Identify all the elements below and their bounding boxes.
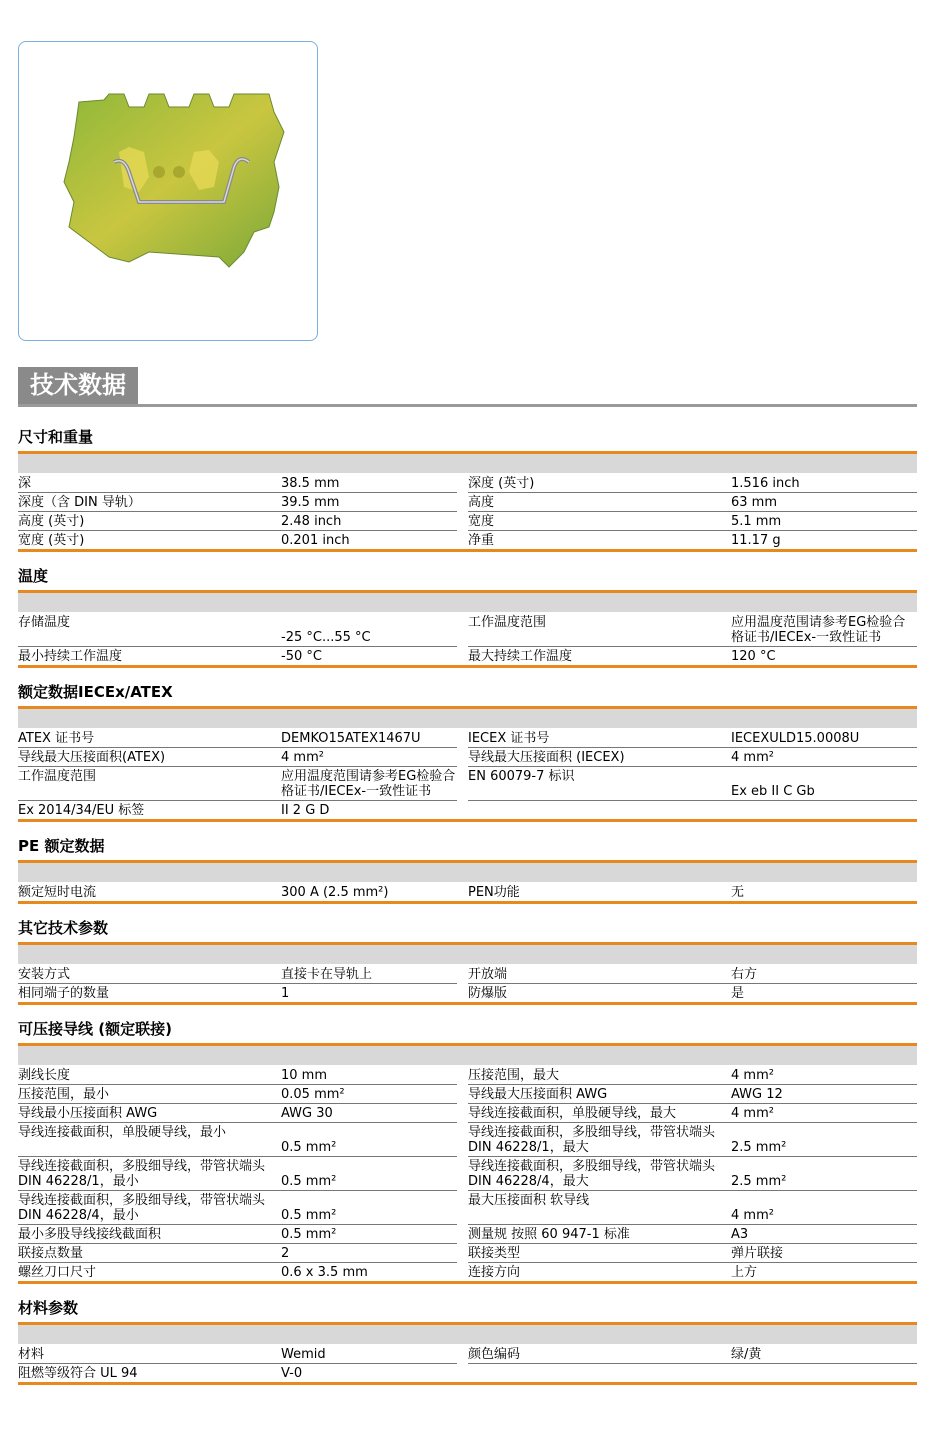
spec-label: 最小多股导线接线截面积 xyxy=(18,1227,162,1242)
spec-rows xyxy=(18,1066,917,1284)
spec-label: 深度 (英寸) xyxy=(468,476,535,491)
spec-pair xyxy=(18,801,457,819)
spec-label: 导线最大压接面积 (IECEX) xyxy=(468,750,625,765)
spec-value: 2 xyxy=(281,1246,290,1261)
spec-pair xyxy=(18,1345,457,1364)
section-band xyxy=(18,942,917,964)
spec-value: 0.5 mm² xyxy=(281,1174,337,1189)
spec-row xyxy=(18,512,917,531)
spec-pair xyxy=(468,1066,917,1085)
section-band xyxy=(18,451,917,473)
spec-row xyxy=(18,531,917,549)
spec-rows xyxy=(18,729,917,822)
spec-row xyxy=(18,883,917,901)
section-band xyxy=(18,860,917,882)
spec-value: 右方 xyxy=(731,967,758,982)
spec-label: PEN功能 xyxy=(468,885,520,900)
spec-pair xyxy=(18,1157,457,1191)
spec-row xyxy=(18,1123,917,1157)
section-title: 可压接导线 (额定联接) xyxy=(18,1020,172,1038)
spec-pair xyxy=(18,512,457,531)
spec-label: 联接点数量 xyxy=(18,1246,84,1261)
page-title: 技术数据 xyxy=(18,367,138,404)
spec-value: 4 mm² xyxy=(731,1068,774,1083)
spec-label: 深度（含 DIN 导轨） xyxy=(18,495,141,510)
spec-section xyxy=(18,836,917,904)
spec-label: 颜色编码 xyxy=(468,1347,521,1362)
spec-label: 导线最小压接面积 AWG xyxy=(18,1106,158,1121)
spec-label: 导线连接截面积，单股硬导线，最小 xyxy=(18,1125,227,1140)
spec-pair xyxy=(18,965,457,984)
spec-label: IECEX 证书号 xyxy=(468,731,550,746)
spec-rows xyxy=(18,965,917,1005)
spec-label: 联接类型 xyxy=(468,1246,521,1261)
spec-value: 4 mm² xyxy=(731,750,774,765)
spec-value: AWG 30 xyxy=(281,1106,333,1121)
spec-pair xyxy=(468,1364,917,1382)
spec-pair xyxy=(18,729,457,748)
spec-row xyxy=(18,1263,917,1281)
spec-value: 4 mm² xyxy=(281,750,324,765)
spec-value: -50 °C xyxy=(281,649,322,664)
spec-value: 38.5 mm xyxy=(281,476,340,491)
spec-pair xyxy=(18,474,457,493)
spec-row xyxy=(18,965,917,984)
spec-value: 11.17 g xyxy=(731,533,781,548)
spec-section xyxy=(18,682,917,822)
spec-label: 测量规 按照 60 947-1 标准 xyxy=(468,1227,630,1242)
spec-rows xyxy=(18,883,917,904)
spec-pair xyxy=(18,531,457,549)
spec-section xyxy=(18,918,917,1005)
section-band xyxy=(18,1322,917,1344)
spec-pair xyxy=(468,512,917,531)
spec-row xyxy=(18,493,917,512)
spec-label: 材料 xyxy=(18,1347,45,1362)
spec-value: 0.5 mm² xyxy=(281,1227,337,1242)
spec-value: 0.6 x 3.5 mm xyxy=(281,1265,368,1280)
spec-value: 39.5 mm xyxy=(281,495,340,510)
spec-value: II 2 G D xyxy=(281,803,330,818)
spec-value: 绿/黄 xyxy=(731,1347,762,1362)
spec-pair xyxy=(18,647,457,665)
spec-label: 导线连接截面积，多股细导线，带管状端头 DIN 46228/1，最小 xyxy=(18,1159,266,1189)
spec-pair xyxy=(18,1123,457,1157)
spec-value: 弹片联接 xyxy=(731,1246,784,1261)
spec-row xyxy=(18,474,917,493)
spec-label: 导线连接截面积，多股细导线，带管状端头 DIN 46228/4，最大 xyxy=(468,1159,716,1189)
spec-label: 工作温度范围 xyxy=(18,769,97,784)
spec-row xyxy=(18,1085,917,1104)
spec-row xyxy=(18,1345,917,1364)
spec-value: 63 mm xyxy=(731,495,778,510)
spec-pair xyxy=(468,474,917,493)
spec-label: 阻燃等级符合 UL 94 xyxy=(18,1366,138,1381)
spec-value: 是 xyxy=(731,986,745,1001)
spec-label: 导线最大压接面积(ATEX) xyxy=(18,750,166,765)
spec-pair xyxy=(18,1066,457,1085)
spec-pair xyxy=(18,1225,457,1244)
spec-value: 2.48 inch xyxy=(281,514,342,529)
spec-label: 防爆版 xyxy=(468,986,508,1001)
spec-label: 宽度 xyxy=(468,514,495,529)
spec-value: 应用温度范围请参考EG检验合格证书/IECEx-一致性证书 xyxy=(731,615,906,645)
spec-label: Ex 2014/34/EU 标签 xyxy=(18,803,145,818)
spec-rows xyxy=(18,1345,917,1385)
spec-pair xyxy=(18,613,457,647)
spec-value: 0.05 mm² xyxy=(281,1087,345,1102)
spec-pair xyxy=(18,1191,457,1225)
spec-value: 300 A (2.5 mm²) xyxy=(281,885,389,900)
spec-value: -25 °C...55 °C xyxy=(281,630,371,645)
spec-label: 导线最大压接面积 AWG xyxy=(468,1087,608,1102)
spec-label: 连接方向 xyxy=(468,1265,521,1280)
section-band xyxy=(18,590,917,612)
spec-label: 工作温度范围 xyxy=(468,615,547,630)
spec-pair xyxy=(468,613,917,647)
spec-pair xyxy=(468,1225,917,1244)
spec-value: 5.1 mm xyxy=(731,514,782,529)
spec-pair xyxy=(18,984,457,1002)
spec-value: A3 xyxy=(731,1227,749,1242)
spec-row xyxy=(18,767,917,801)
spec-value: IECEXULD15.0008U xyxy=(731,731,860,746)
spec-value: 应用温度范围请参考EG检验合格证书/IECEx-一致性证书 xyxy=(281,769,456,799)
spec-pair xyxy=(18,1263,457,1281)
spec-pair xyxy=(468,1104,917,1123)
spec-label: 高度 xyxy=(468,495,495,510)
spec-row xyxy=(18,1364,917,1382)
spec-label: 额定短时电流 xyxy=(18,885,97,900)
spec-pair xyxy=(18,1104,457,1123)
spec-label: 压接范围，最大 xyxy=(468,1068,560,1083)
spec-pair xyxy=(468,965,917,984)
spec-value: 0.5 mm² xyxy=(281,1140,337,1155)
spec-pair xyxy=(18,1364,457,1382)
section-title: PE 额定数据 xyxy=(18,837,105,855)
spec-pair xyxy=(468,1123,917,1157)
spec-pair xyxy=(468,883,917,901)
section-band xyxy=(18,1043,917,1065)
spec-label: 存储温度 xyxy=(18,615,71,630)
spec-row xyxy=(18,647,917,665)
section-title: 温度 xyxy=(18,567,49,585)
terminal-block-image xyxy=(49,92,289,272)
spec-label: ATEX 证书号 xyxy=(18,731,95,746)
spec-pair xyxy=(18,1244,457,1263)
technical-data xyxy=(18,427,917,1399)
spec-label: 导线连接截面积，多股细导线，带管状端头 DIN 46228/1，最大 xyxy=(468,1125,716,1155)
spec-pair xyxy=(468,1191,917,1225)
spec-row xyxy=(18,748,917,767)
spec-value: Ex eb II C Gb xyxy=(731,784,815,799)
spec-value: 120 °C xyxy=(731,649,776,664)
product-image-frame xyxy=(18,41,318,341)
spec-pair xyxy=(468,1263,917,1281)
spec-label: 净重 xyxy=(468,533,495,548)
spec-section xyxy=(18,1298,917,1385)
spec-value: AWG 12 xyxy=(731,1087,783,1102)
spec-rows xyxy=(18,613,917,668)
spec-pair xyxy=(468,1157,917,1191)
spec-value: Wemid xyxy=(281,1347,326,1362)
section-title: 材料参数 xyxy=(18,1299,79,1317)
spec-pair xyxy=(468,729,917,748)
spec-pair xyxy=(468,1085,917,1104)
spec-label: 高度 (英寸) xyxy=(18,514,85,529)
spec-row xyxy=(18,1225,917,1244)
spec-section xyxy=(18,566,917,668)
spec-row xyxy=(18,1191,917,1225)
spec-value: 10 mm xyxy=(281,1068,328,1083)
spec-pair xyxy=(468,748,917,767)
spec-value: DEMKO15ATEX1467U xyxy=(281,731,421,746)
spec-value: 2.5 mm² xyxy=(731,1174,787,1189)
section-title: 额定数据IECEx/ATEX xyxy=(18,683,173,701)
spec-label: 剥线长度 xyxy=(18,1068,71,1083)
spec-pair xyxy=(468,493,917,512)
spec-label: 安装方式 xyxy=(18,967,71,982)
spec-label: 最小持续工作温度 xyxy=(18,649,123,664)
spec-pair xyxy=(468,531,917,549)
spec-pair xyxy=(468,1244,917,1263)
spec-pair xyxy=(18,767,457,801)
spec-value: 2.5 mm² xyxy=(731,1140,787,1155)
spec-label: 最大持续工作温度 xyxy=(468,649,573,664)
spec-value: 0.5 mm² xyxy=(281,1208,337,1223)
spec-label: 宽度 (英寸) xyxy=(18,533,85,548)
spec-value: 上方 xyxy=(731,1265,758,1280)
section-band xyxy=(18,706,917,728)
spec-value: V-0 xyxy=(281,1366,303,1381)
spec-pair xyxy=(18,748,457,767)
spec-label: 压接范围，最小 xyxy=(18,1087,110,1102)
spec-value: 无 xyxy=(731,885,745,900)
spec-value: 4 mm² xyxy=(731,1106,774,1121)
section-header xyxy=(18,367,917,407)
section-title: 其它技术参数 xyxy=(18,919,109,937)
spec-label: 开放端 xyxy=(468,967,508,982)
spec-row xyxy=(18,1066,917,1085)
spec-rows xyxy=(18,474,917,552)
spec-row xyxy=(18,1157,917,1191)
spec-label: EN 60079-7 标识 xyxy=(468,769,575,784)
spec-pair xyxy=(468,1345,917,1364)
spec-value: 0.201 inch xyxy=(281,533,350,548)
spec-row xyxy=(18,801,917,819)
spec-pair xyxy=(468,984,917,1002)
section-title: 尺寸和重量 xyxy=(18,428,94,446)
spec-label: 最大压接面积 软导线 xyxy=(468,1193,590,1208)
spec-pair xyxy=(468,767,917,801)
spec-section xyxy=(18,1019,917,1284)
spec-pair xyxy=(18,883,457,901)
spec-value: 1 xyxy=(281,986,290,1001)
spec-label: 相同端子的数量 xyxy=(18,986,110,1001)
spec-row xyxy=(18,1104,917,1123)
spec-label: 深 xyxy=(18,476,32,491)
spec-row xyxy=(18,1244,917,1263)
spec-section xyxy=(18,427,917,552)
spec-pair xyxy=(18,1085,457,1104)
spec-pair xyxy=(468,647,917,665)
spec-value: 直接卡在导轨上 xyxy=(281,967,373,982)
spec-label: 导线连接截面积，单股硬导线，最大 xyxy=(468,1106,677,1121)
spec-row xyxy=(18,729,917,748)
spec-row xyxy=(18,984,917,1002)
spec-label: 导线连接截面积，多股细导线，带管状端头 DIN 46228/4，最小 xyxy=(18,1193,266,1223)
spec-pair xyxy=(468,801,917,819)
spec-label: 螺丝刀口尺寸 xyxy=(18,1265,97,1280)
spec-value: 1.516 inch xyxy=(731,476,800,491)
spec-pair xyxy=(18,493,457,512)
spec-row xyxy=(18,613,917,647)
spec-value: 4 mm² xyxy=(731,1208,774,1223)
